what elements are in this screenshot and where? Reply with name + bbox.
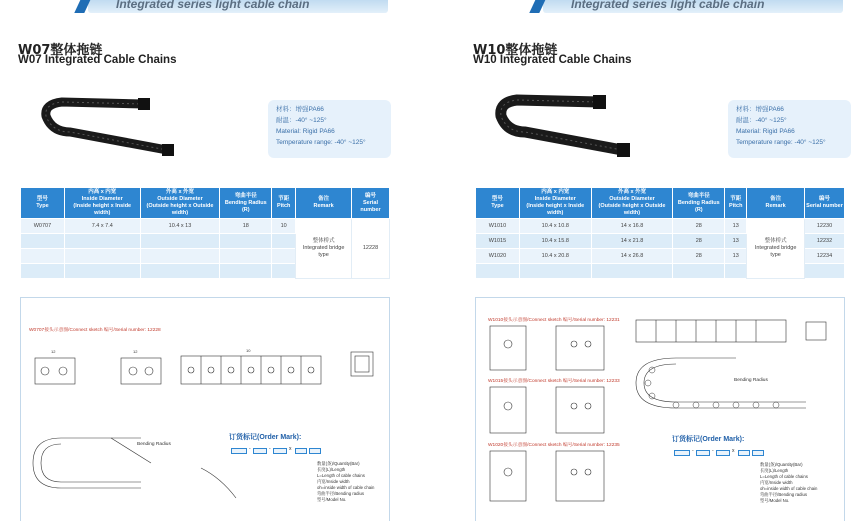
- table-row: W1015 10.4 x 15.8 14 x 21.8 28 13 12232: [476, 234, 845, 249]
- temperature-cn: 耐温：-40° ~125°: [276, 117, 327, 124]
- order-box: [674, 450, 690, 456]
- product-title-cn: W07整体拖链: [18, 43, 103, 58]
- banner-text: Integrated series light cable chain: [571, 0, 765, 11]
- legend-inside-width: 内宽/Inside width: [317, 479, 350, 484]
- col-remark: 备注 Remark: [747, 188, 805, 219]
- cable-chain-photo: [32, 86, 182, 168]
- bending-radius-label: Bending Radius: [734, 378, 768, 383]
- order-box: [273, 448, 287, 454]
- table-header-row: [476, 188, 845, 219]
- svg-text:12: 12: [133, 349, 138, 354]
- legend-inside-width: 内宽/Inside width: [760, 480, 793, 485]
- order-box: [309, 448, 321, 454]
- material-info: [268, 100, 391, 158]
- order-box: [752, 450, 764, 456]
- col-type: 型号 Type: [21, 188, 65, 219]
- legend-inside-width-desc: oh=inside width of cable chain: [317, 485, 375, 490]
- col-type: 型号 Type: [476, 188, 520, 219]
- material-cn: 材料：增强PA66: [276, 106, 324, 113]
- order-mark-title: 订货标记(Order Mark):: [672, 436, 745, 443]
- order-box: [738, 450, 750, 456]
- banner-text: Integrated series light cable chain: [116, 0, 310, 11]
- serial-cell: 12228: [352, 219, 390, 279]
- legend-model: 型号/Model No.: [760, 498, 790, 503]
- col-outside: 外高 x 外宽 Outside Diameter (Outside height x Outside width): [591, 188, 673, 219]
- svg-text:12: 12: [51, 349, 56, 354]
- spec-table: [20, 187, 390, 279]
- order-box: [295, 448, 307, 454]
- remark-cell: 整体桥式 Integrated bridge type: [296, 219, 352, 279]
- table-row: W0707 7.4 x 7.4 10.4 x 13 18 10 整体桥式 Integrated bridge type 12228: [21, 219, 390, 234]
- series-banner: [88, 0, 388, 13]
- temperature-en: Temperature range: -40° ~125°: [736, 139, 826, 146]
- material-cn: 材料：增强PA66: [736, 106, 784, 113]
- sketch-caption: W1010接头示意图/Connect sketch 编号/Serial number: 12231: [488, 318, 620, 323]
- order-mark-title: 订货标记(Order Mark):: [229, 434, 302, 441]
- sketch-caption: W1015接头示意图/Connect sketch 编号/Serial number: 12233: [488, 379, 620, 384]
- col-bending: 弯曲半径 Bending Radius (R): [673, 188, 725, 219]
- material-en: Material: Rigid PA66: [276, 128, 335, 135]
- legend-length-desc: L=Length of cable chains: [760, 474, 808, 479]
- col-pitch: 节距 Pitch: [272, 188, 296, 219]
- temperature-en: Temperature range: -40° ~125°: [276, 139, 366, 146]
- temperature-cn: 耐温：-40° ~125°: [736, 117, 787, 124]
- material-info: [728, 100, 851, 158]
- order-box: [716, 450, 730, 456]
- sketch-caption: W1020接头示意图/Connect sketch 编号/Serial number: 12235: [488, 443, 620, 448]
- cable-chain-photo: [487, 86, 637, 168]
- series-banner: [543, 0, 843, 13]
- product-title-cn: W10整体拖链: [473, 43, 558, 58]
- technical-drawing: W0707接头示意图/Connect sketch 编号/Serial number: 12228 12 12 10 Bending Radius 订货标记(Order Mark): - - x 数量(条)/Quantity(Bar) 长度(L)/Length L=Length of cable chains 内宽/Inside width oh=inside width of cable chain 弯曲半径/Bending radius 型号/Model No.: [20, 297, 390, 521]
- legend-model: 型号/Model No.: [317, 497, 347, 502]
- table-row: W1010 10.4 x 10.8 14 x 16.8 28 13 整体桥式 Integrated bridge type 12230: [476, 219, 845, 234]
- table-header-row: [21, 188, 390, 219]
- order-box: [253, 448, 267, 454]
- col-pitch: 节距 Pitch: [725, 188, 747, 219]
- col-bending: 弯曲半径 Bending Radius (R): [220, 188, 272, 219]
- sketch-caption: W0707接头示意图/Connect sketch 编号/Serial number: 12228: [29, 328, 161, 333]
- svg-text:10: 10: [246, 348, 251, 353]
- material-en: Material: Rigid PA66: [736, 128, 795, 135]
- w07-section: [18, 0, 418, 521]
- legend-bending: 弯曲半径/Bending radius: [317, 491, 365, 496]
- order-box: [696, 450, 710, 456]
- product-title-en: W07 Integrated Cable Chains: [18, 54, 177, 66]
- col-remark: 备注 Remark: [296, 188, 352, 219]
- bending-radius-label: Bending Radius: [137, 442, 171, 447]
- col-outside: 外高 x 外宽 Outside Diameter (Outside height x Outside width): [140, 188, 220, 219]
- spec-table: [475, 187, 845, 279]
- technical-drawing: W1010接头示意图/Connect sketch 编号/Serial number: 12231 W1015接头示意图/Connect sketch 编号/Serial number: 12233 W1020接头示意图/Connect sketch 编号/Serial number: 12235 Bending Radius 订货标记(Order Mark): - - x 数量(条)/Quantity(Bar) 长度(L)/Length L=Length of cable chains 内宽/Inside width oh=inside width of cable chain 弯曲半径/Bending radius 型号/Model No.: [475, 297, 845, 521]
- col-serial: 编号 Serial number: [805, 188, 845, 219]
- legend-inside-width-desc: oh=inside width of cable chain: [760, 486, 818, 491]
- col-inside: 内高 x 内宽 Inside Diameter (Inside height x Inside width): [519, 188, 591, 219]
- legend-length-desc: L=Length of cable chains: [317, 473, 365, 478]
- table-row: W1020 10.4 x 20.8 14 x 26.8 28 13 12234: [476, 249, 845, 264]
- w10-section: [473, 0, 855, 521]
- legend-length: 长度(L)/Length: [317, 467, 346, 472]
- col-serial: 编号 Serial number: [352, 188, 390, 219]
- order-box: [231, 448, 247, 454]
- remark-cell: 整体桥式 Integrated bridge type: [747, 219, 805, 279]
- col-inside: 内高 x 内宽 Inside Diameter (Inside height x Inside width): [64, 188, 140, 219]
- legend-quantity: 数量(条)/Quantity(Bar): [760, 462, 803, 467]
- legend-length: 长度(L)/Length: [760, 468, 789, 473]
- product-title-en: W10 Integrated Cable Chains: [473, 54, 632, 66]
- legend-quantity: 数量(条)/Quantity(Bar): [317, 461, 360, 466]
- legend-bending: 弯曲半径/Bending radius: [760, 492, 808, 497]
